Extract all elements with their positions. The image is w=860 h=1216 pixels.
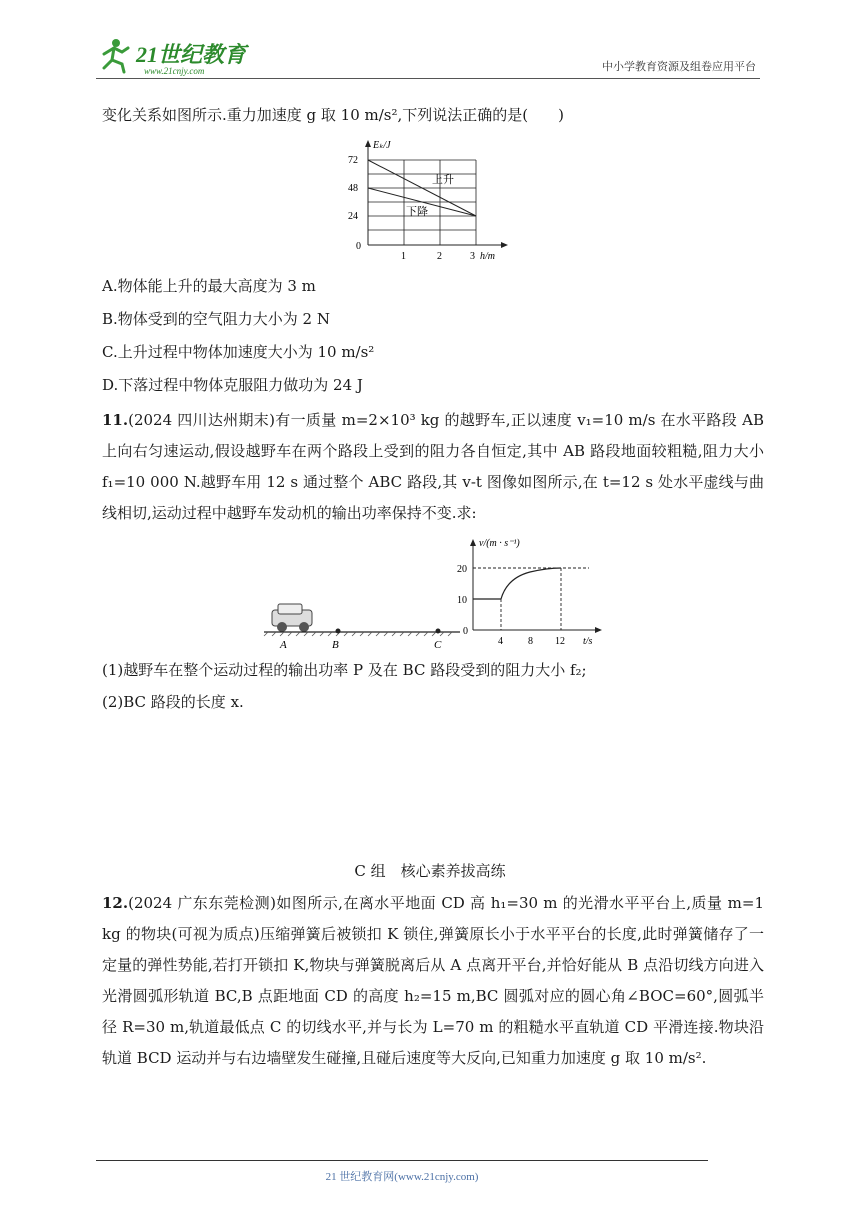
v-tick-10: 10 [457, 595, 467, 606]
q11-sub2: (2)BC 路段的长度 x. [102, 693, 244, 711]
footer-divider [96, 1160, 708, 1161]
section-c-title: C 组 核心素养拔高练 [354, 862, 506, 880]
runner-icon [104, 39, 128, 72]
q12-number: 12. [102, 894, 129, 912]
label-up: 上升 [432, 174, 454, 186]
x-tick-3: 3 [470, 251, 475, 262]
y-tick-48: 48 [348, 183, 358, 194]
q10-option-c: C.上升过程中物体加速度大小为 10 m/s² [102, 343, 375, 361]
y-tick-0: 0 [356, 241, 361, 252]
x-tick-2: 2 [437, 251, 442, 262]
logo-text: 21世纪教育 [136, 42, 247, 67]
point-c-label: C [434, 639, 442, 651]
offroad-car-icon [272, 604, 312, 632]
q11-text [102, 405, 764, 529]
q11-body: (2024 四川达州期末)有一质量 m=2×10³ kg 的越野车,正以速度 v₁=10 m/s 在水平路段 AB 上向右匀速运动,假设越野车在两个路段上受到的阻力各自恒定,其中 AB 路段地面较粗糙,阻力大小 f₁=10 000 N.越野车用 12 s 通过整个 ABC 路段,其 v-t 图像如图所示,在 t=12 s 处水平虚线与曲线相切,运动过程中越野车发动机的输出功率保持不变.求: [102, 411, 764, 522]
site-logo [96, 34, 266, 80]
h-axis-label: h/m [480, 251, 495, 262]
ek-axis-label: Eₖ/J [373, 140, 391, 151]
header-platform-text: 中小学教育资源及组卷应用平台 [602, 60, 756, 73]
q11-vt-graph [455, 534, 605, 649]
y-tick-24: 24 [348, 211, 358, 222]
x-tick-1: 1 [401, 251, 406, 262]
point-a-label: A [280, 639, 287, 651]
label-down: 下降 [406, 206, 428, 218]
q10-option-a: A.物体能上升的最大高度为 3 m [102, 277, 316, 295]
v-axis-label: v/(m · s⁻¹) [479, 538, 520, 549]
q12-body: (2024 广东东莞检测)如图所示,在离水平地面 CD 高 h₁=30 m 的光滑水平平台上,质量 m=1 kg 的物块(可视为质点)压缩弹簧后被锁扣 K 锁住,弹簧原长小于水平平台的长度,此时弹簧储存了一定量的弹性势能,若打开锁扣 K,物块与弹簧脱离后从 A 点离开平台,并恰好能从 B 点沿切线方向进入光滑圆弧形轨道 BC,B 点距地面 CD 的高度 h₂=15 m,BC 圆弧对应的圆心角∠BOC=60°,圆弧半径 R=30 m,轨道最低点 C 的切线水平,并与长为 L=70 m 的粗糙水平直轨道 CD 平滑连接.物块沿轨道 BCD 运动并与右边墙壁发生碰撞,且碰后速度等大反向,已知重力加速度 g 取 10 m/s². [102, 894, 764, 1067]
q10-ek-h-graph [340, 135, 520, 265]
q11-sub1: (1)越野车在整个运动过程的输出功率 P 及在 BC 路段受到的阻力大小 f₂; [102, 661, 587, 679]
q11-number: 11. [102, 411, 129, 429]
y-tick-72: 72 [348, 155, 358, 166]
point-b-label: B [332, 639, 339, 651]
q10-option-d: D.下落过程中物体克服阻力做功为 24 J [102, 376, 363, 394]
v-tick-0: 0 [463, 626, 468, 637]
t-tick-8: 8 [528, 636, 533, 647]
logo-url: www.21cnjy.com [144, 66, 205, 76]
t-tick-12: 12 [555, 636, 565, 647]
t-axis-label: t/s [583, 636, 593, 647]
t-tick-4: 4 [498, 636, 503, 647]
q10-option-b: B.物体受到的空气阻力大小为 2 N [102, 310, 330, 328]
v-tick-20: 20 [457, 564, 467, 575]
q12-text [102, 888, 764, 1074]
footer-text: 21 世纪教育网(www.21cnjy.com) [325, 1171, 479, 1183]
q10-intro: 变化关系如图所示.重力加速度 g 取 10 m/s²,下列说法正确的是( ) [102, 106, 564, 124]
header-divider [96, 78, 760, 79]
q11-road-figure [262, 600, 462, 652]
